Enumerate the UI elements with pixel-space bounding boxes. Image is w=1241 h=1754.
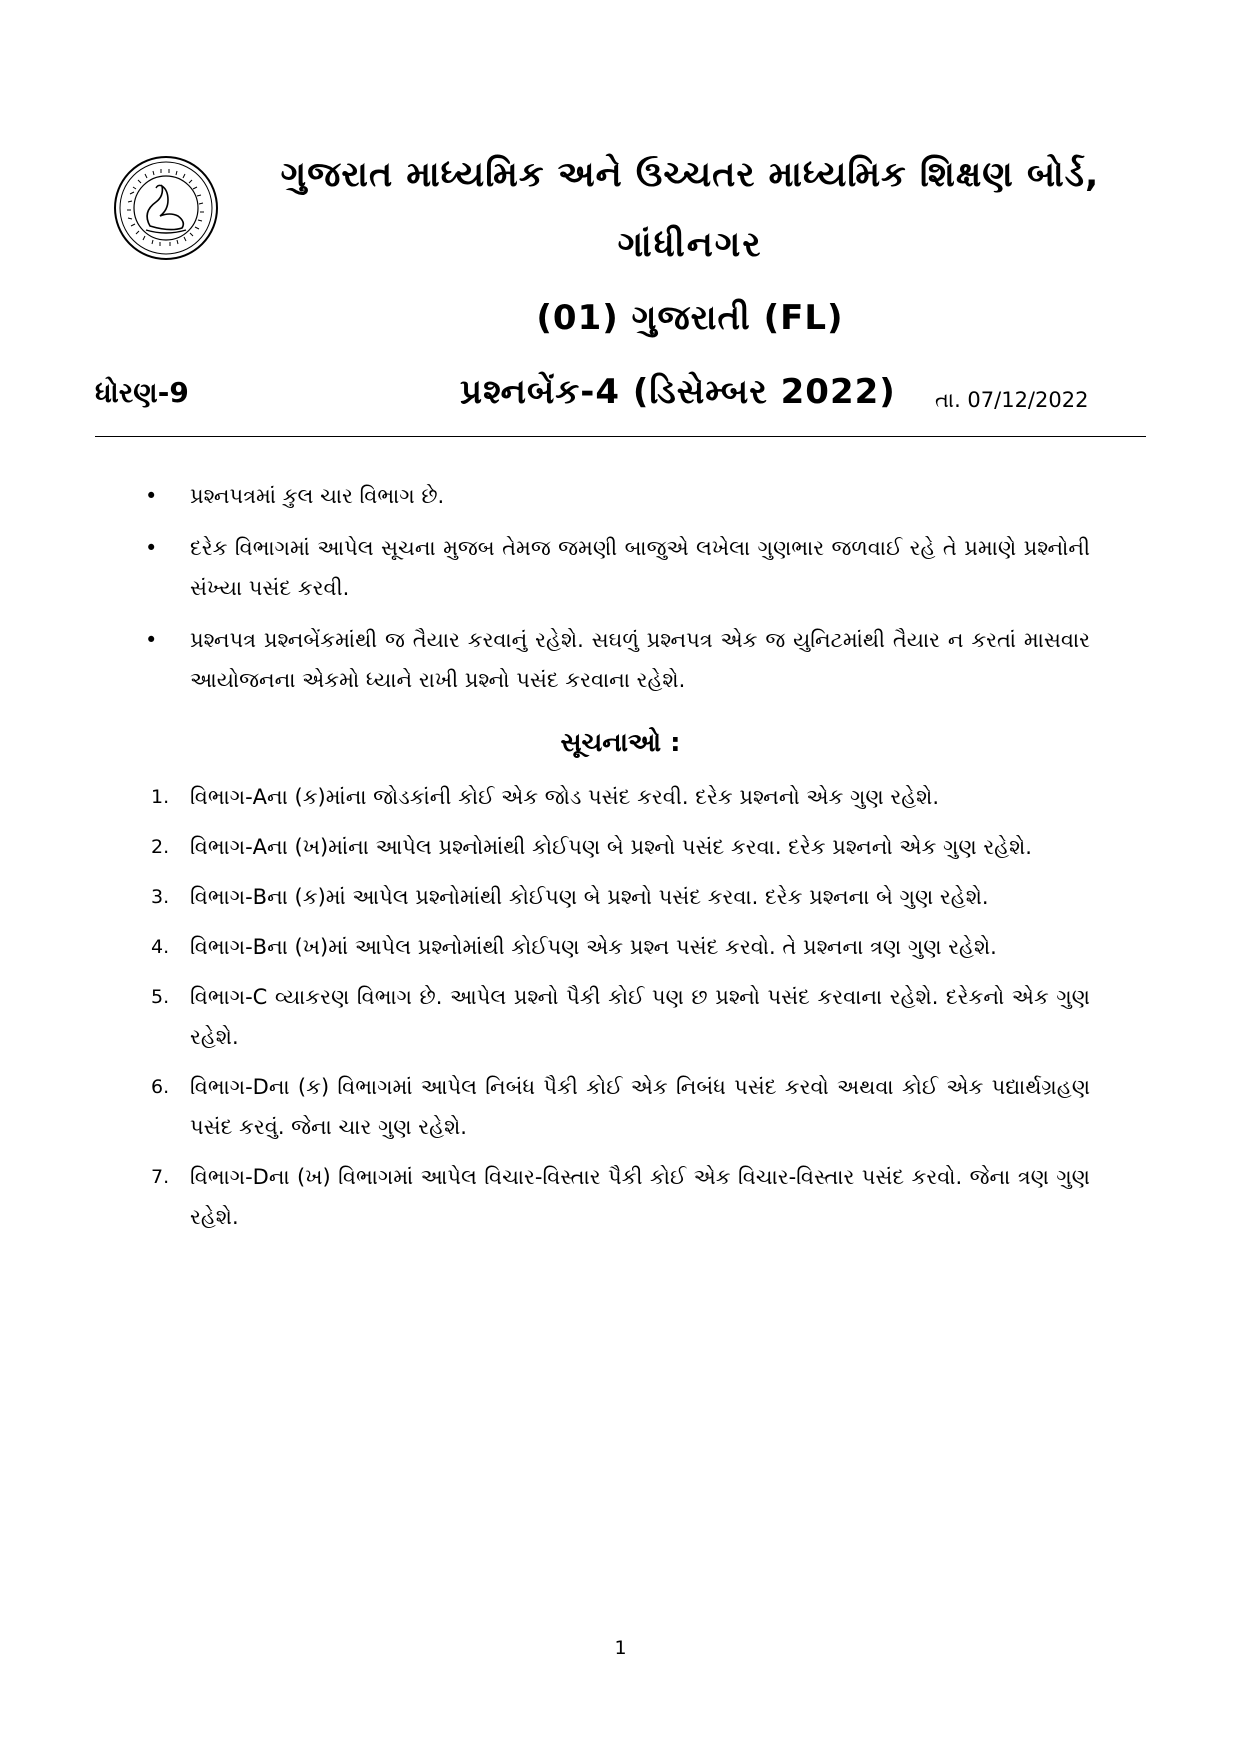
- list-item: [145, 827, 1090, 867]
- instruction-text: વિભાગ-Aના (ક)માંના જોડકાંની કોઈ એક જોડ પસંદ કરવી. દરેક પ્રશ્નનો એક ગુણ રહેશે.: [190, 785, 940, 809]
- item-number: 1.: [151, 786, 170, 808]
- list-item: [145, 476, 1090, 516]
- item-number: 3.: [151, 886, 170, 908]
- page-number: 1: [614, 1637, 627, 1659]
- note-text: પ્રશ્નપત્ર પ્રશ્નબેંકમાંથી જ તૈયાર કરવાનું રહેશે. સઘળું પ્રશ્નપત્ર એક જ યુનિટમાંથી તૈયાર ન કરતાં માસવાર આયોજનના એકમો ધ્યાને રાખી પ્રશ્નો પસંદ કરવાના રહેશે.: [190, 628, 1090, 692]
- item-number: 6.: [151, 1076, 170, 1098]
- instruction-text: વિભાગ-Aના (ખ)માંના આપેલ પ્રશ્નોમાંથી કોઈપણ બે પ્રશ્નો પસંદ કરવા. દરેક પ્રશ્નનો એક ગુણ રહેશે.: [190, 835, 1032, 859]
- header-meta-row: [95, 372, 1146, 426]
- instruction-text: વિભાગ-Bના (ખ)માં આપેલ પ્રશ્નોમાંથી કોઈપણ એક પ્રશ્ન પસંદ કરવો. તે પ્રશ્નના ત્રણ ગુણ રહેશે.: [190, 935, 997, 959]
- subject-title: (01) ગુજરાતી (FL): [536, 298, 844, 338]
- list-item: [145, 1067, 1090, 1147]
- standard-label: ધોરણ-9: [95, 376, 189, 409]
- item-number: 5.: [151, 986, 170, 1008]
- item-number: 2.: [151, 836, 170, 858]
- list-item: [145, 528, 1090, 608]
- instruction-text: વિભાગ-Dના (ખ) વિભાગમાં આપેલ વિચાર-વિસ્તાર પૈકી કોઈ એક વિચાર-વિસ્તાર પસંદ કરવો. જેના ત્રણ ગુણ રહેશે.: [190, 1165, 1090, 1229]
- list-item: [145, 877, 1090, 917]
- question-bank-title: પ્રશ્નબેંક-4 (ડિસેમ્બર 2022): [460, 372, 896, 412]
- instruction-text: વિભાગ-C વ્યાકરણ વિભાગ છે. આપેલ પ્રશ્નો પૈકી કોઈ પણ છ પ્રશ્નો પસંદ કરવાના રહેશે. દરેકનો એક ગુણ રહેશે.: [190, 985, 1090, 1049]
- list-item: [145, 777, 1090, 817]
- item-number: 7.: [151, 1166, 170, 1188]
- instruction-text: વિભાગ-Dના (ક) વિભાગમાં આપેલ નિબંધ પૈકી કોઈ એક નિબંધ પસંદ કરવો અથવા કોઈ એક પદ્યાર્થગ્રહણ પસંદ કરવું. જેના ચાર ગુણ રહેશે.: [190, 1075, 1090, 1139]
- note-text: દરેક વિભાગમાં આપેલ સૂચના મુજબ તેમજ જમણી બાજુએ લખેલા ગુણભાર જળવાઈ રહે તે પ્રમાણે પ્રશ્નોની સંખ્યા પસંદ કરવી.: [190, 536, 1090, 600]
- instructions-list: [145, 777, 1090, 1247]
- board-seal-logo: [112, 154, 220, 262]
- bullet-icon: •: [145, 628, 158, 652]
- instructions-heading: સૂચનાઓ :: [560, 728, 681, 758]
- board-location: ગાંધીનગર: [617, 225, 763, 265]
- general-notes-list: [145, 476, 1090, 712]
- note-text: પ્રશ્નપત્રમાં કુલ ચાર વિભાગ છે.: [190, 484, 445, 508]
- board-title: ગુજરાત માધ્યમિક અને ઉચ્ચતર માધ્યમિક શિક્ષણ બોર્ડ,: [280, 155, 1100, 195]
- list-item: [145, 927, 1090, 967]
- date-label: તા. 07/12/2022: [935, 388, 1089, 412]
- list-item: [145, 1157, 1090, 1237]
- instruction-text: વિભાગ-Bના (ક)માં આપેલ પ્રશ્નોમાંથી કોઈપણ બે પ્રશ્નો પસંદ કરવા. દરેક પ્રશ્નના બે ગુણ રહેશે.: [190, 885, 989, 909]
- list-item: [145, 977, 1090, 1057]
- item-number: 4.: [151, 936, 170, 958]
- list-item: [145, 620, 1090, 700]
- bullet-icon: •: [145, 484, 158, 508]
- header-divider: [95, 436, 1146, 437]
- bullet-icon: •: [145, 536, 158, 560]
